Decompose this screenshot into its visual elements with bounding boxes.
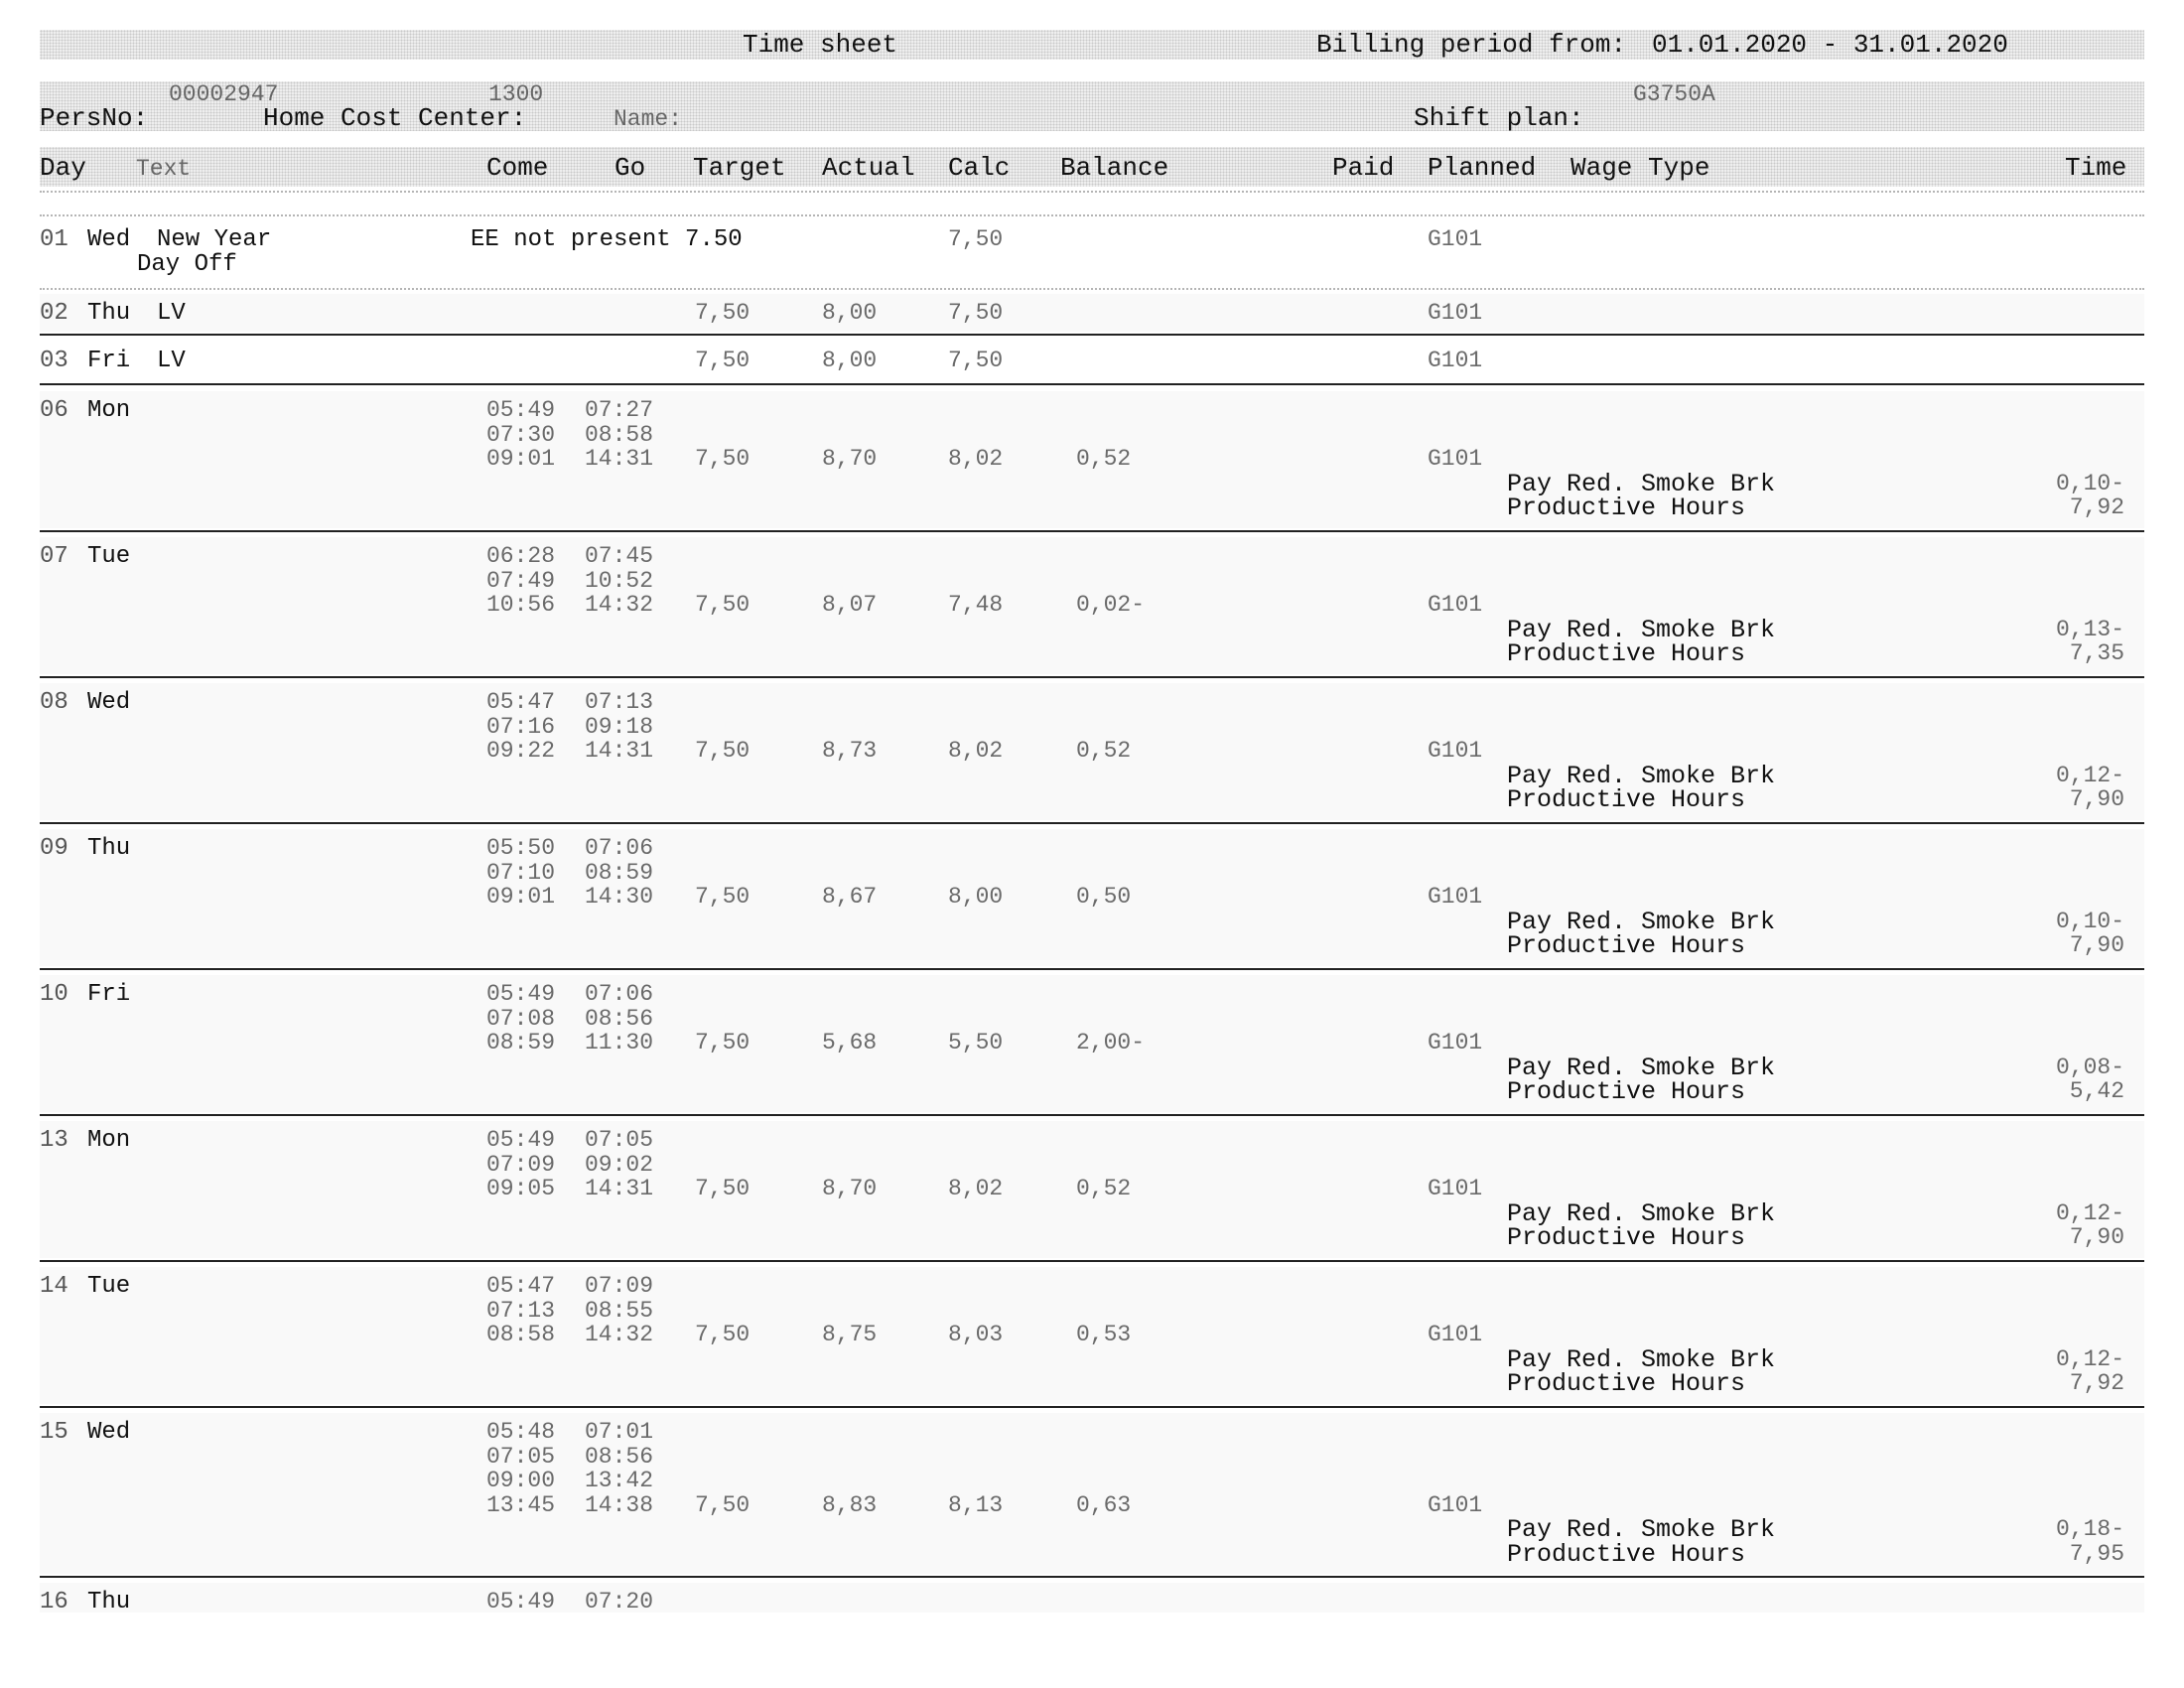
col-target: Target [693, 153, 786, 183]
shift-plan-value: G3750A [1633, 81, 1715, 107]
come-time: 06:28 [486, 543, 556, 569]
target-value: 7,50 [695, 1176, 751, 1201]
go-time: 09:02 [585, 1151, 654, 1178]
come-time: 07:08 [486, 1005, 556, 1032]
go-time: 07:05 [585, 1127, 654, 1153]
wage-time: 7,35 [2069, 640, 2124, 666]
go-time: 10:52 [585, 567, 654, 594]
col-come: Come [486, 153, 549, 183]
col-balance: Balance [1060, 153, 1169, 183]
row-divider [40, 288, 2144, 290]
wage-type: Productive Hours [1507, 639, 1746, 668]
come-time: 08:58 [486, 1322, 556, 1347]
wage-type: Pay Red. Smoke Brk [1507, 469, 1776, 498]
row-divider [40, 383, 2144, 385]
come-time: 07:05 [486, 1443, 556, 1470]
planned-value: G101 [1428, 1491, 1483, 1518]
billing-period-value: 01.01.2020 - 31.01.2020 [1652, 30, 2008, 60]
wage-time: 0,18- [2055, 1516, 2124, 1542]
day-name: Tue [87, 1273, 131, 1300]
persno-label: PersNo: [40, 103, 149, 133]
balance-value: 0,53 [1076, 1322, 1132, 1347]
target-value: 7,50 [695, 300, 751, 326]
wage-type: Pay Red. Smoke Brk [1507, 1198, 1776, 1228]
go-time: 08:56 [585, 1005, 654, 1032]
day-text: LV [157, 348, 186, 374]
actual-value: 8,00 [822, 348, 878, 373]
day-name: Thu [87, 300, 131, 327]
target-value: 7,50 [695, 1322, 751, 1347]
balance-value: 0,52 [1076, 738, 1132, 764]
come-time: 07:49 [486, 567, 556, 594]
balance-value: 0,63 [1076, 1491, 1132, 1518]
planned-value: G101 [1428, 592, 1483, 618]
billing-period-label: Billing period from: [1316, 30, 1627, 60]
col-day: Day [40, 153, 86, 183]
come-time: 05:47 [486, 1273, 556, 1299]
target-value: 7,50 [695, 1491, 751, 1518]
day-number: 09 [40, 835, 68, 862]
go-time: 08:58 [585, 421, 654, 448]
target-value: 7,50 [695, 348, 751, 373]
go-time: 07:06 [585, 981, 654, 1007]
day-number: 01 [40, 226, 68, 253]
come-time: 05:49 [486, 1589, 556, 1615]
row-divider [40, 530, 2144, 532]
calc-value: 8,03 [948, 1322, 1004, 1347]
col-go: Go [614, 153, 646, 183]
day-name: Tue [87, 543, 131, 570]
cost-center-label: Home Cost Center: [263, 103, 527, 133]
calc-value: 8,02 [948, 1176, 1004, 1201]
come-time: 07:16 [486, 713, 556, 740]
planned-value: G101 [1428, 348, 1483, 373]
go-time: 09:18 [585, 713, 654, 740]
go-time: 07:06 [585, 835, 654, 861]
row-divider [40, 334, 2144, 336]
target-value: 7,50 [695, 592, 751, 618]
wage-type: Pay Red. Smoke Brk [1507, 1053, 1776, 1082]
go-time: 14:31 [585, 738, 654, 764]
day-name: Wed [87, 689, 131, 716]
calc-value: 5,50 [948, 1030, 1004, 1055]
day-name: Wed [87, 226, 131, 253]
planned-value: G101 [1428, 1176, 1483, 1201]
go-time: 08:59 [585, 859, 654, 886]
calc-value: 8,02 [948, 738, 1004, 764]
go-time: 07:45 [585, 543, 654, 569]
go-time: 14:31 [585, 446, 654, 472]
go-time: 14:38 [585, 1491, 654, 1518]
table-row [40, 1583, 2144, 1616]
day-number: 15 [40, 1419, 68, 1446]
come-time: 07:10 [486, 859, 556, 886]
go-time: 07:01 [585, 1419, 654, 1445]
wage-type: Pay Red. Smoke Brk [1507, 1344, 1776, 1374]
wage-time: 5,42 [2069, 1078, 2124, 1104]
table-row [40, 220, 2144, 286]
calc-value: 7,50 [948, 226, 1004, 252]
come-time: 09:05 [486, 1176, 556, 1201]
day-name: Mon [87, 397, 131, 424]
come-time: 05:47 [486, 689, 556, 715]
balance-value: 0,50 [1076, 884, 1132, 910]
come-time: 09:00 [486, 1468, 556, 1493]
come-time: 07:13 [486, 1297, 556, 1324]
day-name: Fri [87, 981, 131, 1008]
wage-type: Productive Hours [1507, 931, 1746, 960]
wage-type: Productive Hours [1507, 1223, 1746, 1252]
planned-value: G101 [1428, 1030, 1483, 1055]
row-note: EE not present 7.50 [471, 226, 743, 253]
come-time: 05:49 [486, 1127, 556, 1153]
wage-time: 7,92 [2069, 494, 2124, 520]
go-time: 14:30 [585, 884, 654, 910]
come-time: 09:01 [486, 884, 556, 910]
actual-value: 8,70 [822, 1176, 878, 1201]
day-number: 14 [40, 1273, 68, 1300]
planned-value: G101 [1428, 226, 1483, 252]
come-time: 09:01 [486, 446, 556, 472]
calc-value: 8,00 [948, 884, 1004, 910]
wage-type: Productive Hours [1507, 1539, 1746, 1569]
wage-time: 7,90 [2069, 1224, 2124, 1250]
go-time: 07:13 [585, 689, 654, 715]
row-divider [40, 1406, 2144, 1408]
day-name: Thu [87, 835, 131, 862]
actual-value: 8,07 [822, 592, 878, 618]
go-time: 11:30 [585, 1030, 654, 1055]
col-time: Time [2065, 153, 2127, 183]
go-time: 07:09 [585, 1273, 654, 1299]
row-divider [40, 1260, 2144, 1262]
wage-time: 0,10- [2055, 908, 2124, 934]
actual-value: 8,00 [822, 300, 878, 326]
row-divider [40, 822, 2144, 824]
balance-value: 0,52 [1076, 446, 1132, 472]
wage-time: 0,12- [2055, 1199, 2124, 1226]
row-divider [40, 968, 2144, 970]
come-time: 07:09 [486, 1151, 556, 1178]
go-time: 08:55 [585, 1297, 654, 1324]
day-number: 10 [40, 981, 68, 1008]
come-time: 05:49 [486, 981, 556, 1007]
col-text: Text [136, 156, 192, 182]
wage-time: 7,95 [2069, 1540, 2124, 1567]
wage-time: 0,10- [2055, 470, 2124, 496]
actual-value: 8,67 [822, 884, 878, 910]
target-value: 7,50 [695, 884, 751, 910]
wage-type: Pay Red. Smoke Brk [1507, 761, 1776, 790]
row-divider [40, 1114, 2144, 1116]
wage-type: Productive Hours [1507, 1369, 1746, 1398]
table-row [40, 342, 2144, 381]
go-time: 07:20 [585, 1589, 654, 1615]
calc-value: 7,50 [948, 348, 1004, 373]
target-value: 7,50 [695, 738, 751, 764]
day-number: 07 [40, 543, 68, 570]
cost-center-value: 1300 [488, 81, 544, 107]
come-time: 10:56 [486, 592, 556, 618]
day-number: 16 [40, 1589, 68, 1616]
calc-value: 7,48 [948, 592, 1004, 618]
day-text: LV [157, 300, 186, 327]
wage-time: 0,12- [2055, 1345, 2124, 1372]
col-actual: Actual [822, 153, 915, 183]
planned-value: G101 [1428, 738, 1483, 764]
come-time: 07:30 [486, 421, 556, 448]
come-time: 09:22 [486, 738, 556, 764]
col-planned: Planned [1428, 153, 1537, 183]
target-value: 7,50 [695, 446, 751, 472]
day-name: Fri [87, 348, 131, 374]
day-number: 13 [40, 1127, 68, 1154]
go-time: 14:32 [585, 592, 654, 618]
day-text-2: Day Off [137, 250, 237, 278]
day-number: 03 [40, 348, 68, 374]
wage-type: Productive Hours [1507, 1077, 1746, 1106]
table-row [40, 294, 2144, 332]
planned-value: G101 [1428, 446, 1483, 472]
wage-type: Productive Hours [1507, 493, 1746, 522]
day-name: Wed [87, 1419, 131, 1446]
go-time: 14:31 [585, 1176, 654, 1201]
go-time: 08:56 [585, 1443, 654, 1470]
come-time: 08:59 [486, 1030, 556, 1055]
wage-time: 7,92 [2069, 1370, 2124, 1396]
day-number: 08 [40, 689, 68, 716]
wage-time: 0,12- [2055, 762, 2124, 788]
row-divider [40, 676, 2144, 678]
calc-value: 8,02 [948, 446, 1004, 472]
calc-value: 7,50 [948, 300, 1004, 326]
header-divider [40, 191, 2144, 193]
row-divider [40, 1576, 2144, 1578]
day-name: Mon [87, 1127, 131, 1154]
come-time: 13:45 [486, 1491, 556, 1518]
actual-value: 5,68 [822, 1030, 878, 1055]
actual-value: 8,75 [822, 1322, 878, 1347]
day-number: 02 [40, 300, 68, 327]
wage-time: 7,90 [2069, 786, 2124, 812]
page-title: Time sheet [743, 30, 898, 60]
actual-value: 8,83 [822, 1491, 878, 1518]
wage-time: 0,08- [2055, 1054, 2124, 1080]
target-value: 7,50 [695, 1030, 751, 1055]
balance-value: 0,02- [1076, 592, 1146, 618]
come-time: 05:49 [486, 397, 556, 423]
balance-value: 2,00- [1076, 1030, 1146, 1055]
come-time: 05:48 [486, 1419, 556, 1445]
actual-value: 8,70 [822, 446, 878, 472]
wage-type: Pay Red. Smoke Brk [1507, 1515, 1776, 1544]
go-time: 13:42 [585, 1468, 654, 1493]
col-wage-type: Wage Type [1570, 153, 1710, 183]
day-number: 06 [40, 397, 68, 424]
shift-plan-label: Shift plan: [1414, 103, 1584, 133]
day-name: Thu [87, 1589, 131, 1616]
name-label: Name: [614, 106, 683, 132]
header-divider [40, 214, 2144, 216]
planned-value: G101 [1428, 884, 1483, 910]
go-time: 14:32 [585, 1322, 654, 1347]
wage-time: 0,13- [2055, 616, 2124, 642]
go-time: 07:27 [585, 397, 654, 423]
planned-value: G101 [1428, 1322, 1483, 1347]
col-calc: Calc [948, 153, 1011, 183]
calc-value: 8,13 [948, 1491, 1004, 1518]
wage-time: 7,90 [2069, 932, 2124, 958]
wage-type: Productive Hours [1507, 785, 1746, 814]
come-time: 05:50 [486, 835, 556, 861]
balance-value: 0,52 [1076, 1176, 1132, 1201]
wage-type: Pay Red. Smoke Brk [1507, 615, 1776, 644]
planned-value: G101 [1428, 300, 1483, 326]
col-paid: Paid [1332, 153, 1395, 183]
actual-value: 8,73 [822, 738, 878, 764]
day-text: New Year [157, 226, 272, 253]
wage-type: Pay Red. Smoke Brk [1507, 907, 1776, 936]
persno-value: 00002947 [169, 81, 279, 107]
